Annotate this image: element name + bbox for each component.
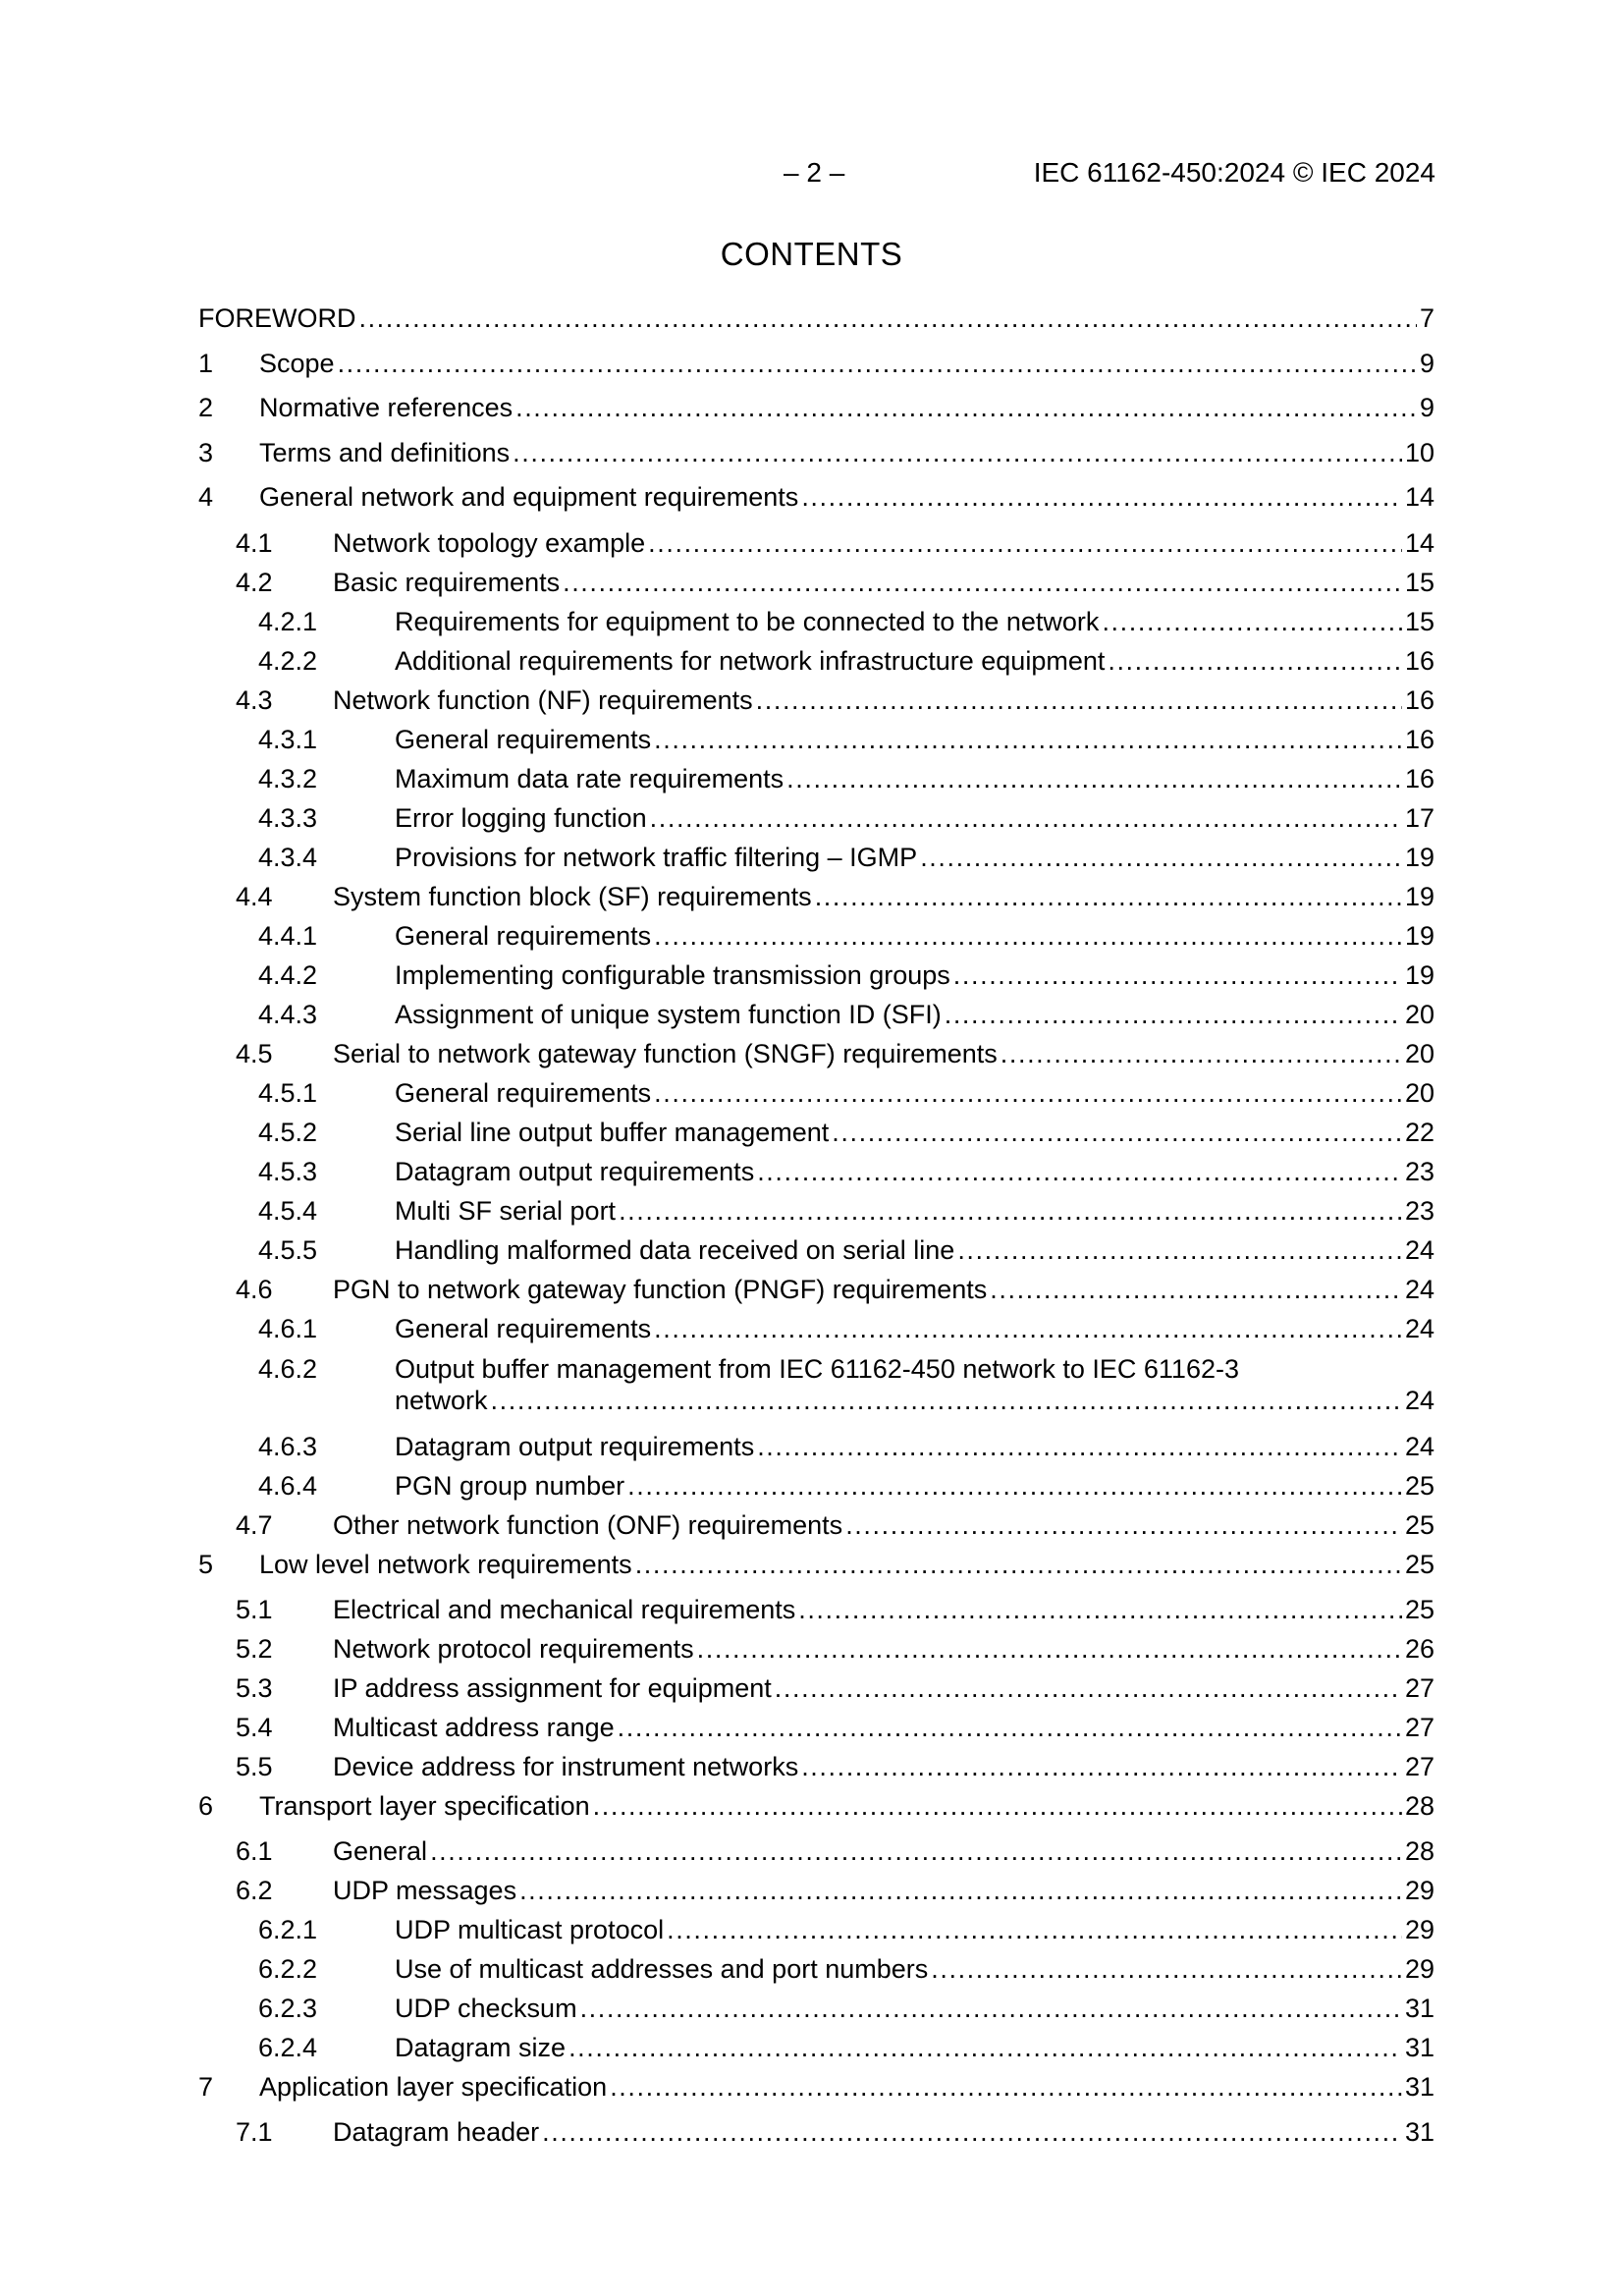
dot-leader <box>832 1117 1402 1148</box>
toc-entry-label: Other network function (ONF) requirements <box>333 1510 843 1540</box>
toc-entry[interactable] <box>198 1353 1434 1416</box>
toc-entry-label: General requirements <box>395 921 652 951</box>
toc-entry-page: 10 <box>1404 438 1434 467</box>
toc-entry-number: 4.3.2 <box>258 764 318 793</box>
toc-entry[interactable] <box>198 1712 1434 1743</box>
toc-entry-label: Low level network requirements <box>259 1550 632 1579</box>
toc-entry-number: 4.7 <box>236 1510 273 1540</box>
toc-entry-page: 25 <box>1404 1471 1434 1501</box>
toc-entry-number: 4 <box>198 482 214 512</box>
toc-entry-label: Scope <box>259 349 335 378</box>
toc-entry-page: 17 <box>1404 803 1434 833</box>
toc-entry-page: 19 <box>1404 960 1434 990</box>
toc-entry-page: 9 <box>1419 393 1434 422</box>
toc-entry-page: 20 <box>1404 1039 1434 1068</box>
toc-entry-label: PGN to network gateway function (PNGF) requirements <box>333 1275 988 1304</box>
toc-entry-label: network <box>395 1386 488 1415</box>
dot-leader <box>667 1914 1402 1945</box>
toc-entry-number: 4.5.5 <box>258 1235 318 1265</box>
toc-entry[interactable] <box>198 1633 1434 1665</box>
toc-entry-label: General requirements <box>395 1314 652 1343</box>
toc-entry[interactable] <box>198 1117 1434 1148</box>
toc-entry-label: Error logging function <box>395 803 647 833</box>
dot-leader <box>635 1549 1402 1580</box>
toc-entry-label: Requirements for equipment to be connected to the network <box>395 607 1100 636</box>
toc-entry-label: Use of multicast addresses and port numbers <box>395 1954 929 1984</box>
toc-entry-number: 4.4.1 <box>258 921 318 951</box>
toc-entry-label: Serial line output buffer management <box>395 1118 830 1147</box>
toc-entry-label: PGN group number <box>395 1471 625 1501</box>
dot-leader <box>801 481 1402 513</box>
toc-entry-number: 7.1 <box>236 2117 273 2147</box>
page-header <box>0 157 1623 196</box>
toc-entry-number: 4.2.2 <box>258 646 318 676</box>
toc-entry-page: 23 <box>1404 1157 1434 1186</box>
dot-leader <box>957 1234 1402 1266</box>
toc-entry-number: 6.2 <box>236 1876 273 1905</box>
toc-entry-number: 5.2 <box>236 1634 273 1664</box>
toc-entry[interactable] <box>198 1672 1434 1704</box>
toc-entry[interactable] <box>198 1195 1434 1227</box>
toc-entry[interactable] <box>198 348 1434 379</box>
toc-entry[interactable] <box>198 763 1434 794</box>
dot-leader <box>931 1953 1402 1985</box>
toc-entry[interactable] <box>198 1914 1434 1945</box>
toc-entry[interactable] <box>198 881 1434 912</box>
toc-entry-page: 22 <box>1404 1118 1434 1147</box>
toc-entry-label: Implementing configurable transmission groups <box>395 960 950 990</box>
toc-entry-label: Datagram output requirements <box>395 1157 755 1186</box>
toc-entry-label: Electrical and mechanical requirements <box>333 1595 796 1624</box>
toc-entry[interactable] <box>198 437 1434 468</box>
toc-entry[interactable] <box>198 527 1434 559</box>
toc-entry-number: 4.6.4 <box>258 1471 318 1501</box>
dot-leader <box>430 1835 1402 1867</box>
dot-leader <box>1001 1038 1402 1069</box>
dot-leader <box>654 724 1402 755</box>
toc-entry-label: Maximum data rate requirements <box>395 764 784 793</box>
toc-entry-page: 26 <box>1404 1634 1434 1664</box>
toc-entry-label: System function block (SF) requirements <box>333 882 812 911</box>
toc-entry[interactable] <box>198 2032 1434 2063</box>
dot-leader <box>627 1470 1402 1502</box>
toc-entry-number: 4.5 <box>236 1039 273 1068</box>
dot-leader <box>563 567 1402 598</box>
toc-entry-page: 23 <box>1404 1196 1434 1226</box>
toc-entry-page: 31 <box>1404 2117 1434 2147</box>
toc-entry-number: 4.1 <box>236 528 273 558</box>
toc-entry-number: 2 <box>198 393 214 422</box>
toc-entry-label: Application layer specification <box>259 2072 608 2102</box>
toc-entry[interactable] <box>198 1509 1434 1541</box>
toc-entry-number: 4.5.2 <box>258 1118 318 1147</box>
toc-entry-page: 16 <box>1404 725 1434 754</box>
toc-entry-page: 15 <box>1404 607 1434 636</box>
toc-entry-number: 4.6.1 <box>258 1314 318 1343</box>
toc-entry-label-line: Output buffer management from IEC 61162-450 network to IEC 61162-3 <box>395 1354 1239 1384</box>
document-id: IEC 61162-450:2024 © IEC 2024 <box>1033 157 1435 188</box>
toc-entry-label: Transport layer specification <box>259 1791 590 1821</box>
toc-entry-label: Basic requirements <box>333 568 561 597</box>
toc-entry-page: 24 <box>1404 1275 1434 1304</box>
toc-entry-number: 4.4.3 <box>258 1000 318 1029</box>
dot-leader <box>338 348 1417 379</box>
dot-leader <box>1102 606 1402 637</box>
toc-entry-label: Multi SF serial port <box>395 1196 617 1226</box>
dot-leader <box>845 1509 1402 1541</box>
toc-entry[interactable] <box>198 959 1434 991</box>
toc-entry[interactable] <box>198 1875 1434 1906</box>
toc-entry-page: 27 <box>1404 1713 1434 1742</box>
toc-entry[interactable] <box>198 1835 1434 1867</box>
page-title: CONTENTS <box>720 236 903 272</box>
toc-entry-page: 24 <box>1404 1432 1434 1461</box>
toc-entry-label: General <box>333 1836 428 1866</box>
toc-entry[interactable] <box>198 1594 1434 1625</box>
toc-entry[interactable] <box>198 481 1434 513</box>
dot-leader <box>775 1672 1402 1704</box>
dot-leader <box>815 881 1402 912</box>
toc-entry-page: 20 <box>1404 1078 1434 1108</box>
toc-entry[interactable] <box>198 1431 1434 1462</box>
toc-entry[interactable] <box>198 920 1434 952</box>
toc-entry-number: 4.6.3 <box>258 1432 318 1461</box>
toc-entry-label: General network and equipment requirements <box>259 482 799 512</box>
dot-leader <box>593 1790 1402 1822</box>
toc-entry-label: Serial to network gateway function (SNGF) requirements <box>333 1039 998 1068</box>
toc-entry-number: 6.2.1 <box>258 1915 318 1944</box>
toc-entry-number: 5.5 <box>236 1752 273 1781</box>
dot-leader <box>650 802 1402 834</box>
toc-entry[interactable] <box>198 606 1434 637</box>
toc-entry[interactable] <box>198 724 1434 755</box>
toc-entry-label: Network topology example <box>333 528 646 558</box>
toc-entry-label: Assignment of unique system function ID (SFI) <box>395 1000 942 1029</box>
dot-leader <box>920 842 1402 873</box>
dot-leader <box>619 1195 1402 1227</box>
toc-entry-page: 24 <box>1404 1235 1434 1265</box>
dot-leader <box>757 1156 1402 1187</box>
toc-entry[interactable] <box>198 302 1434 334</box>
toc-entry[interactable] <box>198 1234 1434 1266</box>
toc-entry-page: 15 <box>1404 568 1434 597</box>
toc-entry-label: UDP checksum <box>395 1994 577 2023</box>
dot-leader <box>786 763 1402 794</box>
toc-entry-page: 20 <box>1404 1000 1434 1029</box>
toc-entry-label: Handling malformed data received on serial line <box>395 1235 955 1265</box>
toc-entry-number: 4.3.4 <box>258 843 318 872</box>
toc-entry-number: 6.2.2 <box>258 1954 318 1984</box>
toc-entry-label: Network protocol requirements <box>333 1634 694 1664</box>
toc-entry-label: Additional requirements for network infrastructure equipment <box>395 646 1106 676</box>
toc-entry-number: 4.3.1 <box>258 725 318 754</box>
dot-leader <box>654 1313 1402 1344</box>
toc-entry-label: Device address for instrument networks <box>333 1752 799 1781</box>
toc-entry[interactable] <box>198 1156 1434 1187</box>
toc-entry-number: 6.1 <box>236 1836 273 1866</box>
toc-entry-number: 1 <box>198 349 214 378</box>
toc-entry-label: Datagram header <box>333 2117 540 2147</box>
toc-entry-page: 27 <box>1404 1752 1434 1781</box>
toc-entry-page: 19 <box>1404 921 1434 951</box>
toc-entry-number: 3 <box>198 438 214 467</box>
toc-entry-number: 5 <box>198 1550 214 1579</box>
toc-entry[interactable] <box>198 1953 1434 1985</box>
dot-leader <box>654 920 1402 952</box>
toc-entry-page: 24 <box>1404 1386 1434 1415</box>
dot-leader <box>491 1385 1402 1416</box>
toc-entry[interactable] <box>198 1751 1434 1782</box>
toc-entry-page: 31 <box>1404 1994 1434 2023</box>
toc-entry-page: 31 <box>1404 2072 1434 2102</box>
toc-entry[interactable] <box>198 1790 1434 1822</box>
toc-entry-label: UDP messages <box>333 1876 517 1905</box>
dot-leader <box>610 2071 1402 2103</box>
dot-leader <box>542 2116 1402 2148</box>
dot-leader <box>953 959 1402 991</box>
toc-entry-number: 4.2 <box>236 568 273 597</box>
toc-entry-number: 7 <box>198 2072 214 2102</box>
toc-entry-number: 5.3 <box>236 1673 273 1703</box>
toc-entry-page: 16 <box>1404 646 1434 676</box>
toc-entry-number: 6 <box>198 1791 214 1821</box>
toc-entry-number: 4.6 <box>236 1275 273 1304</box>
toc-entry[interactable] <box>198 802 1434 834</box>
dot-leader <box>801 1751 1402 1782</box>
toc-entry-page: 25 <box>1404 1550 1434 1579</box>
toc-entry[interactable] <box>198 1313 1434 1344</box>
page-number: – 2 – <box>784 157 845 188</box>
dot-leader <box>697 1633 1402 1665</box>
toc-entry-page: 14 <box>1404 482 1434 512</box>
toc-entry-page: 28 <box>1404 1836 1434 1866</box>
dot-leader <box>580 1993 1402 2024</box>
dot-leader <box>618 1712 1402 1743</box>
dot-leader <box>568 2032 1402 2063</box>
dot-leader <box>513 437 1402 468</box>
toc-entry-number: 6.2.4 <box>258 2033 318 2062</box>
toc-entry-page: 28 <box>1404 1791 1434 1821</box>
toc-entry-label: FOREWORD <box>198 303 356 333</box>
toc-entry-label: Datagram size <box>395 2033 567 2062</box>
dot-leader <box>990 1274 1402 1305</box>
dot-leader <box>756 684 1402 716</box>
dot-leader <box>798 1594 1402 1625</box>
dot-leader <box>654 1077 1402 1109</box>
toc-entry-label: Terms and definitions <box>259 438 511 467</box>
toc-entry-page: 27 <box>1404 1673 1434 1703</box>
toc-entry-number: 4.4 <box>236 882 273 911</box>
toc-entry-number: 4.5.1 <box>258 1078 318 1108</box>
dot-leader <box>945 999 1402 1030</box>
toc-entry-page: 14 <box>1404 528 1434 558</box>
toc-entry-page: 7 <box>1419 303 1434 333</box>
toc-entry[interactable] <box>198 842 1434 873</box>
toc-entry-page: 9 <box>1419 349 1434 378</box>
toc-entry[interactable] <box>198 2116 1434 2148</box>
toc-entry[interactable] <box>198 1470 1434 1502</box>
dot-leader <box>515 392 1417 423</box>
toc-entry-number: 4.6.2 <box>258 1354 318 1384</box>
toc-entry[interactable] <box>198 645 1434 677</box>
toc-entry-label: Multicast address range <box>333 1713 615 1742</box>
toc-entry-number: 6.2.3 <box>258 1994 318 2023</box>
toc-entry-label: General requirements <box>395 1078 652 1108</box>
toc-entry-label: Provisions for network traffic filtering – IGMP <box>395 843 918 872</box>
toc-entry-number: 4.2.1 <box>258 607 318 636</box>
toc-entry-number: 4.5.3 <box>258 1157 318 1186</box>
toc-entry-label: Datagram output requirements <box>395 1432 755 1461</box>
toc-entry-page: 19 <box>1404 843 1434 872</box>
toc-entry[interactable] <box>198 392 1434 423</box>
toc-entry-label: Normative references <box>259 393 514 422</box>
toc-entry-page: 29 <box>1404 1876 1434 1905</box>
toc-entry[interactable] <box>198 567 1434 598</box>
toc-entry-number: 4.5.4 <box>258 1196 318 1226</box>
toc-entry[interactable] <box>198 1038 1434 1069</box>
toc-entry-page: 19 <box>1404 882 1434 911</box>
toc-entry-number: 4.3 <box>236 685 273 715</box>
toc-entry-page: 16 <box>1404 764 1434 793</box>
toc-entry[interactable] <box>198 1274 1434 1305</box>
dot-leader <box>757 1431 1402 1462</box>
toc-entry-number: 5.4 <box>236 1713 273 1742</box>
dot-leader <box>519 1875 1402 1906</box>
dot-leader <box>358 302 1416 334</box>
toc-entry[interactable] <box>198 1993 1434 2024</box>
toc-entry-number: 4.4.2 <box>258 960 318 990</box>
toc-entry[interactable] <box>198 2071 1434 2103</box>
dot-leader <box>648 527 1402 559</box>
toc-entry-page: 24 <box>1404 1314 1434 1343</box>
toc-entry-page: 29 <box>1404 1915 1434 1944</box>
toc-entry-label: Network function (NF) requirements <box>333 685 753 715</box>
toc-entry[interactable] <box>198 1077 1434 1109</box>
toc-entry[interactable] <box>198 999 1434 1030</box>
toc-entry[interactable] <box>198 1549 1434 1580</box>
toc-entry-number: 5.1 <box>236 1595 273 1624</box>
toc-entry-label: UDP multicast protocol <box>395 1915 665 1944</box>
toc-entry-page: 16 <box>1404 685 1434 715</box>
toc-entry-page: 25 <box>1404 1510 1434 1540</box>
toc-entry-page: 25 <box>1404 1595 1434 1624</box>
dot-leader <box>1108 645 1402 677</box>
toc-entry-page: 29 <box>1404 1954 1434 1984</box>
toc-entry-label: IP address assignment for equipment <box>333 1673 772 1703</box>
toc-entry-number: 4.3.3 <box>258 803 318 833</box>
toc-entry-label: General requirements <box>395 725 652 754</box>
toc-entry-page: 31 <box>1404 2033 1434 2062</box>
toc-entry[interactable] <box>198 684 1434 716</box>
